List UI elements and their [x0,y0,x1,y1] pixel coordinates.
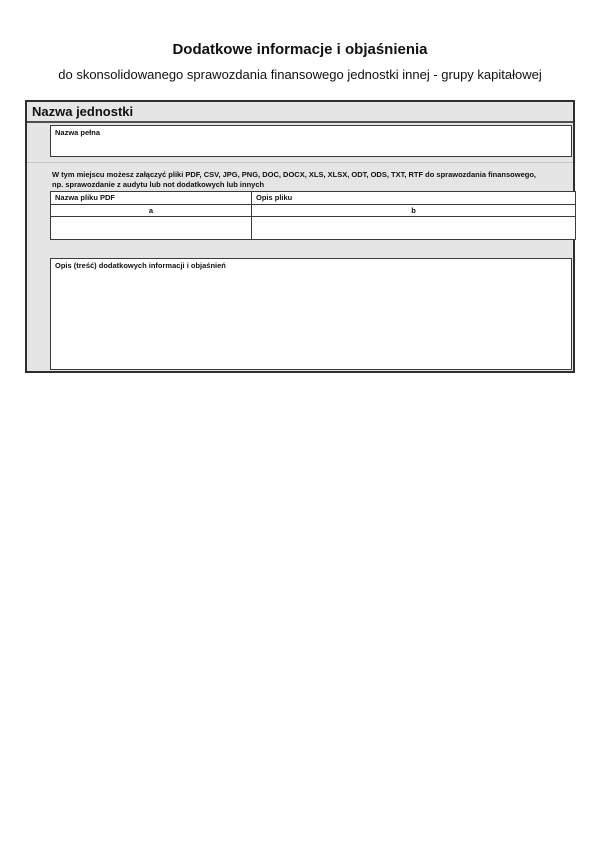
nazwa-pelna-field[interactable] [50,125,572,157]
file-description-input-cell[interactable] [252,217,576,240]
section-header: Nazwa jednostki [27,102,573,123]
file-name-input-cell[interactable] [51,217,252,240]
attachments-table-header-row [51,192,576,205]
opis-dodatkowych-informacji-field[interactable] [50,258,572,370]
attachment-instructions-line1: W tym miejscu możesz załączyć pliki PDF, CSV, JPG, PNG, DOC, DOCX, XLS, XLSX, ODT, ODS, TXT, RTF do sprawozdania finansowego, [52,170,536,179]
column-header-nazwa-pliku-pdf: Nazwa pliku PDF [51,192,252,205]
page-title: Dodatkowe informacje i objaśnienia [172,41,428,58]
attachments-table-subheader-row [51,205,576,217]
section-divider [27,162,573,163]
column-subheader-a: a [51,205,252,217]
column-subheader-b: b [252,205,576,217]
page-subtitle: do skonsolidowanego sprawozdania finansowego jednostki innej - grupy kapitałowej [58,67,542,82]
attachment-instructions [52,170,567,190]
attachments-table-entry-row [51,217,576,240]
attachments-table [50,191,576,240]
column-header-opis-pliku: Opis pliku [252,192,576,205]
opis-dodatkowych-informacji-label: Opis (treść) dodatkowych informacji i objaśnień [55,261,226,270]
attachment-instructions-line2: np. sprawozdanie z audytu lub not dodatkowych lub innych [52,180,265,189]
form-section-nazwa-jednostki [25,100,575,373]
nazwa-pelna-label: Nazwa pełna [55,128,101,137]
